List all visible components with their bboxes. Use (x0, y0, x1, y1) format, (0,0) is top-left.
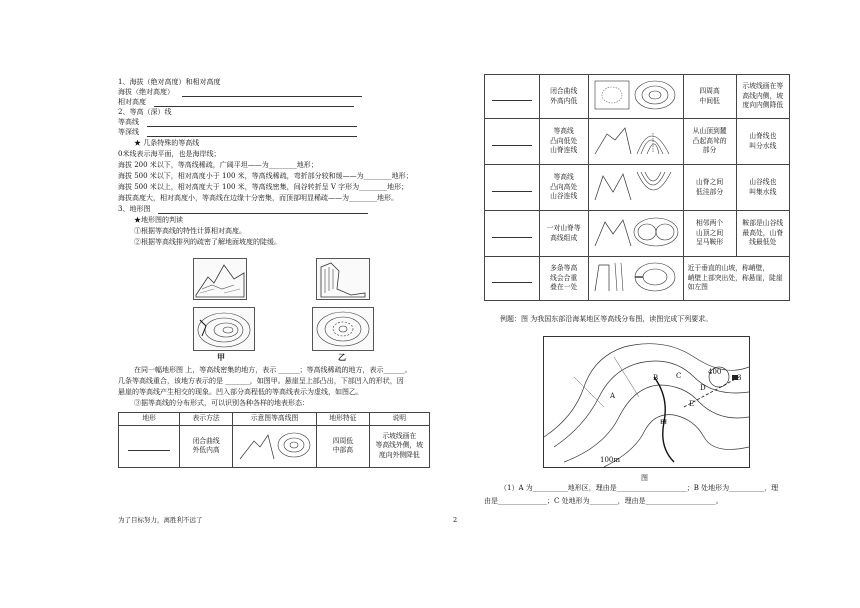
landform-table (118, 412, 430, 468)
map-label-c: C (676, 372, 682, 380)
table-row: 闭合曲线 外高内低 四周高 中间低 示坡线画在等 高线内侧，坡 度向内侧降低 (485, 75, 790, 119)
para-overlap: 几条等高线重合，该地方表示的是 _______，如图甲。悬崖呈上部凸出，下部凹入的形状，因 (118, 377, 404, 385)
line-hill: 海拔 500 米以下，相对高度小于 100 米，等高线稀疏，弯折部分较和缓——为________地形； (118, 172, 413, 180)
header-method: 表示方法 (180, 413, 232, 426)
para-cliff: 悬崖的等高线产生相交的现象。凹入部分高程低的等高线表示为虚线，如图乙。 (118, 388, 363, 396)
ridge-diagram-image (593, 122, 679, 158)
line-plateau: 海拔高度大，相对高度小，等高线在边缘十分密集，而顶部明显稀疏——为________地形。 (118, 194, 398, 202)
topomap-reading: ★地形图的判读 (134, 216, 183, 224)
heading-altitude: 1、海拔（绝对高度）和相对高度 (118, 78, 221, 86)
altitude-label: 海拔（绝对高度） (118, 88, 362, 97)
cliff-sketch-image (316, 258, 370, 300)
figure-label-yi: 乙 (338, 352, 346, 362)
map-label-400: 400 (708, 368, 722, 376)
contour-yi-image (312, 307, 374, 351)
map-label-d: D (700, 384, 706, 392)
line-sea-level: 0米线表示海平面，也是海岸线； (118, 150, 221, 158)
footer-motto: 为了目标努力，离胜利不远了 (118, 516, 203, 524)
line-plain: 海拔 200 米以下，等高线稀疏，广阔平坦——为________地形； (118, 161, 318, 169)
contour-jia-image (193, 307, 255, 351)
peak-diagram-image (238, 427, 312, 461)
example-prompt: 例题：图 为我国东部沿海某地区等高线分布图，读图完成下列要求。 (500, 315, 713, 323)
table-row: 一对山脊等 高线组成 相邻两个 山顶之间 呈马鞍形 鞍部是山谷线 最高处，山脊 线最低处 (485, 211, 790, 257)
landform-blank (119, 425, 180, 467)
landform-table-continued (484, 74, 790, 301)
map-label-3: 3 (737, 374, 742, 382)
map-label-jia: 甲 (660, 418, 667, 427)
hill-sketch-image (193, 258, 247, 300)
method-cell: 闭合曲线 外低内高 (180, 425, 232, 467)
relative-height-label: 相对高度 (118, 98, 354, 107)
header-feature: 地形特征 (317, 413, 369, 426)
figure-caption: 图 (641, 474, 648, 482)
basin-diagram-image (593, 77, 679, 113)
contour-label: 等高线 (118, 118, 357, 127)
header-diagram: 示意图等高线图 (232, 413, 316, 426)
rule-slope: ②根据等高线排列的疏密了解地面坡度的陡缓。 (134, 238, 281, 246)
table-row: 等高线 凸向高处 山谷连线 山脊之间 低洼部分 山谷线也 叫集水线 (485, 165, 790, 211)
map-label-b: B (653, 374, 659, 382)
header-note: 说明 (369, 413, 429, 426)
cliff-diagram-image (593, 259, 679, 295)
table-row: 等高线 凸向低处 山脊连线 从山顶到麓 凸起高耸的 部分 山脊线也 叫分水线 (485, 119, 790, 165)
valley-diagram-image (593, 168, 679, 204)
map-label-a: A (610, 392, 616, 400)
page-number: 2 (453, 516, 458, 524)
peak-diagram-cell (232, 425, 316, 467)
question-1-line-1: （1）A 为__________地形区，理由是____________________；B 处地形为__________，理 (500, 484, 779, 492)
question-1-line-2: 由是______________；C 处地形为________，理由是____________________。 (484, 497, 723, 505)
special-contours-title: ★ 几条特殊的等高线 (134, 139, 200, 147)
heading-topomap: 3、地形图 (118, 205, 368, 214)
saddle-diagram-image (593, 214, 679, 250)
isobath-label: 等深线 (118, 128, 357, 137)
map-label-e: E (689, 400, 695, 408)
note-cell: 示坡线画在 等高线外侧，坡 度向外侧降低 (369, 425, 429, 467)
map-label-100m: 100m (600, 456, 620, 464)
heading-contour: 2、等高（深）线 (118, 108, 172, 116)
rule-relative-height: ①根据等高线的特性计算相对高度。 (134, 227, 246, 235)
line-mountain: 海拔 500 米以上，相对高度大于 100 米，等高线密集，间谷转折呈 V 字形为________地形； (118, 183, 409, 191)
para-forms: ③据等高线的分布形式，可以识别各种各样的地表形态： (134, 399, 309, 407)
feature-cell: 四周低 中部高 (317, 425, 369, 467)
header-landform: 地形 (119, 413, 180, 426)
figure-label-jia: 甲 (217, 352, 225, 362)
para-density: 在同一幅地形图 上，等高线密集的地方，表示 ______；等高线稀疏的地方，表示______。 (134, 366, 412, 374)
table-row: 多条等高 线会合重 叠在一处 近于垂直的山坡，称峭壁， 峭壁上部突出处，称悬崖，陡崖 如左图 (485, 257, 790, 301)
topographic-map (543, 336, 750, 468)
